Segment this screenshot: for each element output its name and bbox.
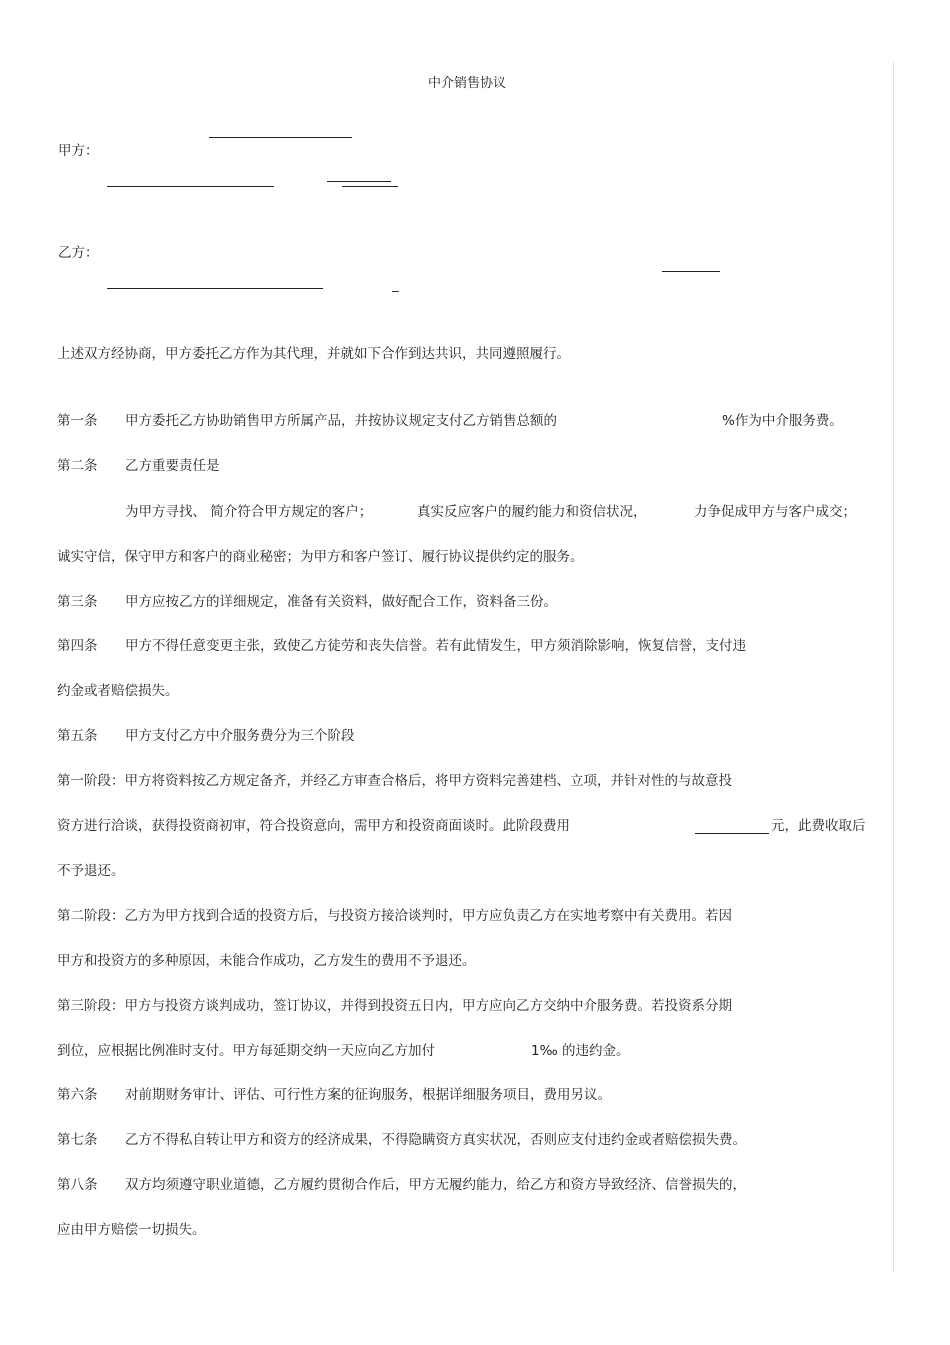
article-2-text: 乙方重要责任是 [125,458,220,474]
party-b-dash: _ [392,277,399,293]
intro-paragraph: 上述双方经协商，甲方委托乙方作为其代理，并就如下合作到达共识，共同遵照履行。 [57,346,570,362]
article-8-text: 双方均须遵守职业道德，乙方履约贯彻合作后，甲方无履约能力，给乙方和资方导致经济、信誉损失的， [125,1177,746,1193]
article-6-text: 对前期财务审计、评估、可行性方案的征询服务，根据详细服务项目，费用另议。 [125,1087,611,1103]
article-7-text: 乙方不得私自转让甲方和资方的经济成果，不得隐瞒资方真实状况，否则应支付违约金或者赔偿损失费。 [125,1132,746,1148]
stage-3-line-1: 第三阶段：甲方与投资方谈判成功，签订协议，并得到投资五日内，甲方应向乙方交纳中介服务费。若投资系分期 [57,998,732,1014]
article-2-item-3: 力争促成甲方与客户成交； [694,504,856,520]
article-1-text: 甲方委托乙方协助销售甲方所属产品，并按协议规定支付乙方销售总额的 [125,413,557,429]
article-4-line-2: 约金或者赔偿损失。 [57,683,179,699]
party-b-blank-left [107,288,323,289]
stage-1-line-3: 不予退还。 [57,863,125,879]
article-8-number: 第八条 [57,1177,98,1193]
article-2-number: 第二条 [57,458,98,474]
party-b-label: 乙方： [58,245,99,261]
article-1-tail: %作为中介服务费。 [722,413,843,429]
article-4-text: 甲方不得任意变更主张，致使乙方徒劳和丧失信誉。若有此情发生，甲方须消除影响，恢复信誉，支付违 [125,638,746,654]
article-2-item-2: 真实反应客户的履约能力和资信状况， [417,504,647,520]
document-title: 中介销售协议 [428,76,507,91]
article-5-text: 甲方支付乙方中介服务费分为三个阶段 [125,728,355,744]
stage-1-line-1: 第一阶段：甲方将资料按乙方规定备齐，并经乙方审查合格后，将甲方资料完善建档、立项，并针对性的与故意投 [57,773,732,789]
article-5-number: 第五条 [57,728,98,744]
party-a-blank-right-2 [342,186,398,187]
stage-2-line-1: 第二阶段：乙方为甲方找到合适的投资方后，与投资方接洽谈判时，甲方应负责乙方在实地考察中有关费用。若因 [57,908,732,924]
article-1-number: 第一条 [57,413,98,429]
stage-3-rate: 1‰ 的违约金。 [531,1043,630,1059]
stage-1-tail: 元，此费收取后 [771,818,866,834]
article-3-text: 甲方应按乙方的详细规定，准备有关资料，做好配合工作，资料备三份。 [125,594,557,610]
article-2-item-1: 为甲方寻找、 简介符合甲方规定的客户； [125,504,373,520]
stage-1-fee-blank [695,833,769,834]
article-6-number: 第六条 [57,1087,98,1103]
stage-3-line-2: 到位，应根据比例准时支付。甲方每延期交纳一天应向乙方加付 [57,1043,435,1059]
article-2-line-2: 诚实守信，保守甲方和客户的商业秘密；为甲方和客户签订、履行协议提供约定的服务。 [57,549,584,565]
article-3-number: 第三条 [57,594,98,610]
page-edge-rule [893,62,894,1272]
party-a-blank-left [107,186,274,187]
stage-1-line-2: 资方进行洽谈，获得投资商初审，符合投资意向，需甲方和投资商面谈时。此阶段费用 [57,818,570,834]
party-b-blank-right [662,271,720,272]
article-7-number: 第七条 [57,1132,98,1148]
stage-2-line-2: 甲方和投资方的多种原因，未能合作成功，乙方发生的费用不予退还。 [57,953,476,969]
article-4-number: 第四条 [57,638,98,654]
party-a-label: 甲方： [58,143,99,159]
article-8-line-2: 应由甲方赔偿一切损失。 [57,1222,206,1238]
party-a-blank-top [209,137,352,138]
party-a-blank-right-1 [327,181,391,182]
